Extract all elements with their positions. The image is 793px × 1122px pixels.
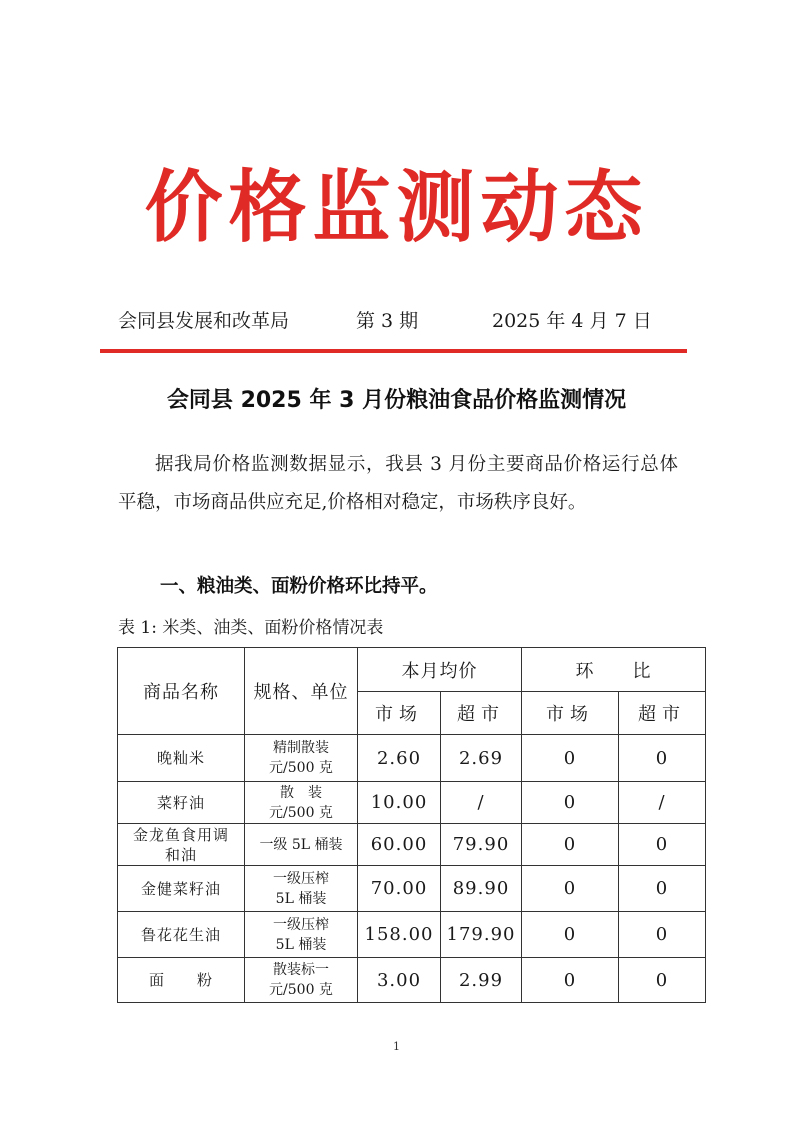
issue-date: 2025 年 4 月 7 日 xyxy=(492,310,652,332)
product-spec xyxy=(245,866,358,912)
avg-supermarket-price: 2.99 xyxy=(441,958,522,1003)
product-spec xyxy=(245,735,358,782)
avg-market-price: 3.00 xyxy=(358,958,441,1003)
intro-paragraph: 据我局价格监测数据显示，我县 3 月份主要商品价格运行总体平稳，市场商品供应充足,价格相对稳定，市场秩序良好。 xyxy=(118,454,678,513)
spec-line-1: 精制散装 xyxy=(273,740,329,756)
product-name: 金健菜籽油 xyxy=(118,866,245,912)
document-title: 会同县 2025 年 3 月份粮油食品价格监测情况 xyxy=(166,388,627,413)
header-mom-market: 市场 xyxy=(522,692,619,735)
avg-market-price: 70.00 xyxy=(358,866,441,912)
header-month-on-month: 环 比 xyxy=(522,648,706,692)
header-product-name: 商品名称 xyxy=(118,648,245,735)
masthead-title: 价格监测动态 xyxy=(144,162,649,253)
product-spec xyxy=(245,782,358,824)
header-monthly-average: 本月均价 xyxy=(358,648,522,692)
product-spec xyxy=(245,912,358,958)
product-name: 面 粉 xyxy=(118,958,245,1003)
product-spec xyxy=(245,958,358,1003)
spec-line-1: 散装标一 xyxy=(273,962,329,978)
mom-supermarket: 0 xyxy=(619,912,706,958)
avg-market-price: 60.00 xyxy=(358,824,441,866)
product-name: 菜籽油 xyxy=(118,782,245,824)
header-avg-supermarket: 超市 xyxy=(441,692,522,735)
header-mom-supermarket: 超市 xyxy=(619,692,706,735)
price-table xyxy=(117,647,706,1003)
mom-supermarket: 0 xyxy=(619,866,706,912)
mom-market: 0 xyxy=(522,782,619,824)
product-name: 鲁花花生油 xyxy=(118,912,245,958)
avg-supermarket-price: 179.90 xyxy=(441,912,522,958)
spec-line-1: 一级压榨 xyxy=(273,916,329,933)
page-number: 1 xyxy=(393,1040,400,1053)
mom-market: 0 xyxy=(522,866,619,912)
table-caption: 表 1: 米类、油类、面粉价格情况表 xyxy=(118,618,384,638)
mom-supermarket: 0 xyxy=(619,824,706,866)
mom-market: 0 xyxy=(522,824,619,866)
avg-supermarket-price: 79.90 xyxy=(441,824,522,866)
spec-line-2: 元/500 克 xyxy=(269,982,333,998)
issuing-organization: 会同县发展和改革局 xyxy=(118,310,290,332)
header-spec-unit: 规格、单位 xyxy=(245,648,358,735)
table-row xyxy=(118,824,706,866)
section-heading: 一、粮油类、面粉价格环比持平。 xyxy=(160,576,438,597)
mom-supermarket: / xyxy=(619,782,706,824)
spec-line-1: 一级 5L 桶装 xyxy=(259,836,343,853)
product-name: 晚籼米 xyxy=(118,735,245,782)
avg-supermarket-price: / xyxy=(441,782,522,824)
spec-line-2: 5L 桶装 xyxy=(275,890,327,907)
table-row xyxy=(118,866,706,912)
table-row xyxy=(118,735,706,782)
mom-market: 0 xyxy=(522,958,619,1003)
mom-market: 0 xyxy=(522,912,619,958)
avg-market-price: 158.00 xyxy=(358,912,441,958)
avg-supermarket-price: 2.69 xyxy=(441,735,522,782)
product-spec xyxy=(245,824,358,866)
avg-market-price: 10.00 xyxy=(358,782,441,824)
table-row xyxy=(118,958,706,1003)
avg-market-price: 2.60 xyxy=(358,735,441,782)
avg-supermarket-price: 89.90 xyxy=(441,866,522,912)
header-avg-market: 市场 xyxy=(358,692,441,735)
spec-line-2: 元/500 克 xyxy=(269,760,333,776)
spec-line-1: 散 装 xyxy=(280,784,322,801)
spec-line-2: 元/500 克 xyxy=(269,804,333,821)
issue-number: 第 3 期 xyxy=(356,310,419,332)
spec-line-1: 一级压榨 xyxy=(273,870,329,887)
product-name: 金龙鱼食用调和油 xyxy=(118,824,245,866)
mom-supermarket: 0 xyxy=(619,735,706,782)
table-row xyxy=(118,912,706,958)
spec-line-2: 5L 桶装 xyxy=(275,936,327,953)
table-row xyxy=(118,782,706,824)
header-divider xyxy=(100,349,687,353)
mom-market: 0 xyxy=(522,735,619,782)
mom-supermarket: 0 xyxy=(619,958,706,1003)
